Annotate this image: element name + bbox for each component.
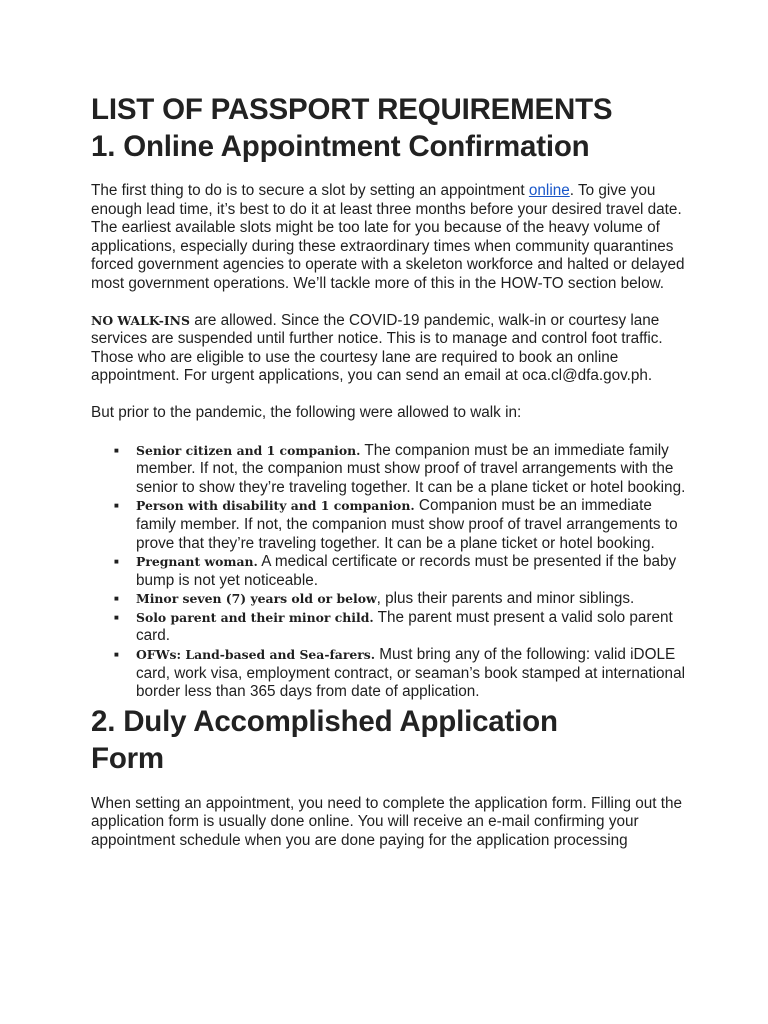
square-bullet-icon: ■ bbox=[114, 594, 119, 604]
list-item-text: Must bring any of the following: valid iDOLE card, work visa, employment contract, or seaman’s book stamped at international border less than 365 days from date of application. bbox=[136, 646, 685, 701]
square-bullet-icon: ■ bbox=[114, 612, 119, 622]
square-bullet-icon: ■ bbox=[114, 557, 119, 567]
prior-pandemic-paragraph: But prior to the pandemic, the following were allowed to walk in: bbox=[91, 403, 522, 421]
section-2-heading-line-1: 2. Duly Accomplished Application bbox=[91, 704, 558, 738]
list-item bbox=[91, 590, 691, 609]
list-item-title: Minor seven (7) years old or below bbox=[136, 591, 377, 607]
section-1-heading: 1. Online Appointment Confirmation bbox=[91, 130, 590, 163]
list-item bbox=[91, 609, 691, 646]
online-appointment-link[interactable]: online bbox=[528, 182, 570, 199]
list-item bbox=[91, 646, 691, 702]
section-2-paragraph: When setting an appointment, you need to complete the application form. Filling out the application form is usually done online. You will receive an e-mail confirming your appointment schedule when you are done paying for the application processing bbox=[91, 794, 682, 850]
no-walkins-paragraph bbox=[91, 312, 691, 386]
section-1-intro-paragraph bbox=[91, 182, 691, 294]
list-item bbox=[91, 553, 691, 590]
document-title: LIST OF PASSPORT REQUIREMENTS bbox=[91, 93, 613, 126]
section-2-heading bbox=[91, 703, 691, 777]
no-walkins-label: NO WALK-INS bbox=[91, 312, 190, 328]
intro-text-after-link: . To give you enough lead time, it’s best to do it at least three months before your desired travel date. The earliest available slots might be too late for you because of the heavy volume of applications, especially during these extraordinary times when community quarantines forced government agencies to operate with a skeleton workforce and halted or delayed most government operations. We’ll tackle more of this in the HOW-TO section below. bbox=[91, 182, 685, 292]
list-item-text: The companion must be an immediate family member. If not, the companion must show proof of travel arrangements with the senior to show they’re traveling together. It can be a plane ticket or hotel booking. bbox=[136, 441, 686, 496]
square-bullet-icon: ■ bbox=[114, 445, 119, 455]
list-item bbox=[91, 497, 691, 553]
list-item bbox=[91, 442, 691, 498]
list-item-title: Senior citizen and 1 companion. bbox=[136, 442, 361, 458]
no-walkins-text: are allowed. Since the COVID-19 pandemic, walk-in or courtesy lane services are suspended until further notice. This is to manage and control foot traffic. Those who are eligible to use the courtesy lane are required to book an online appointment. For urgent applications, you can send an email at oca.cl@dfa.gov.ph. bbox=[91, 311, 663, 385]
list-item-title: Person with disability and 1 companion. bbox=[136, 498, 415, 514]
document-page bbox=[91, 92, 691, 851]
list-item-title: OFWs: Land-based and Sea-farers. bbox=[136, 647, 376, 663]
section-2-heading-line-2: Form bbox=[91, 741, 164, 775]
list-item-text: The parent must present a valid solo parent card. bbox=[136, 608, 673, 645]
square-bullet-icon: ■ bbox=[114, 501, 119, 511]
intro-text-before-link: The first thing to do is to secure a slot by setting an appointment bbox=[91, 182, 529, 199]
list-item-title: Solo parent and their minor child. bbox=[136, 609, 374, 625]
list-item-text: , plus their parents and minor siblings. bbox=[376, 590, 635, 608]
list-item-text: Companion must be an immediate family member. If not, the companion must show proof of travel arrangements to prove that they’re traveling together. It can be a plane ticket or hotel booking. bbox=[136, 497, 678, 552]
square-bullet-icon: ■ bbox=[114, 650, 119, 660]
list-item-text: A medical certificate or records must be presented if the baby bump is not yet noticeable. bbox=[136, 553, 677, 589]
walk-in-eligibility-list bbox=[91, 442, 691, 702]
list-item-title: Pregnant woman. bbox=[136, 554, 258, 570]
